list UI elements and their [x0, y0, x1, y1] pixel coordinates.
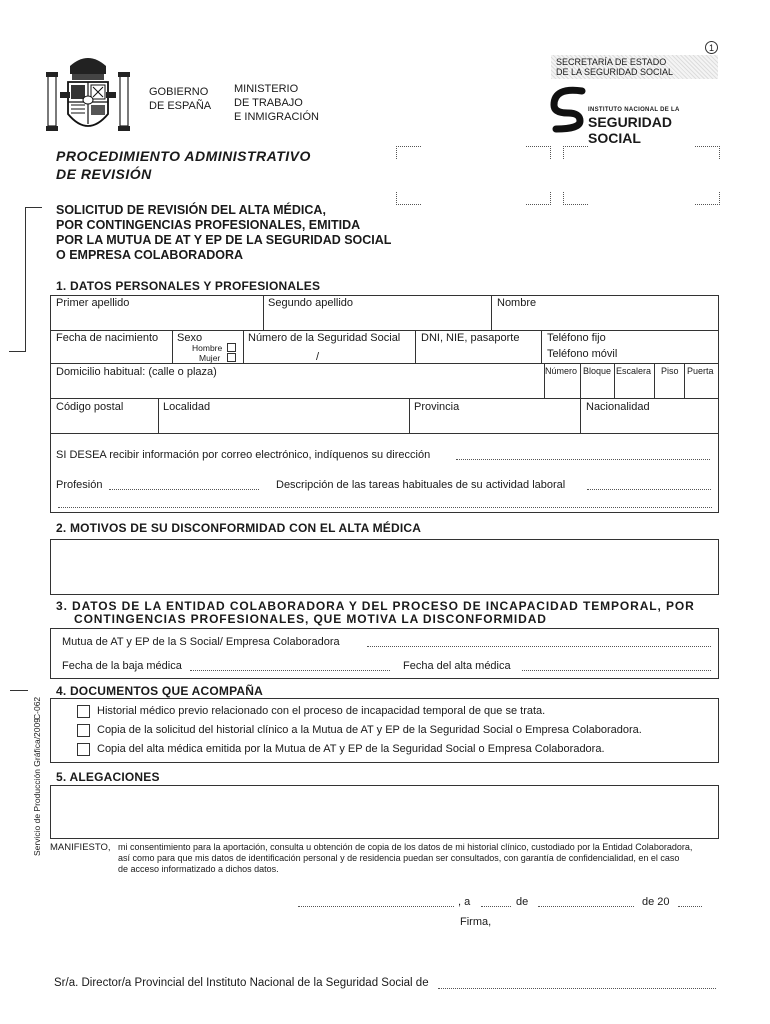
- section1-title: 1. DATOS PERSONALES Y PROFESIONALES: [56, 279, 321, 293]
- localidad-label: Localidad: [163, 401, 211, 413]
- telefono-fijo-label: Teléfono fijo: [547, 332, 606, 344]
- descripcion-label: Descripción de las tareas habituales de su actividad laboral: [276, 479, 566, 491]
- request-title-line3: POR LA MUTUA DE AT Y EP DE LA SEGURIDAD SOCIAL: [56, 233, 392, 247]
- gobierno-line1: GOBIERNO: [149, 86, 209, 98]
- fecha-alta-input-line[interactable]: [522, 670, 711, 671]
- mujer-checkbox[interactable]: [227, 353, 236, 362]
- mutua-input-line[interactable]: [367, 646, 711, 647]
- secretaria-line2: DE LA SEGURIDAD SOCIAL: [556, 67, 674, 77]
- escalera-label: Escalera: [616, 366, 652, 376]
- doc1-label: Historial médico previo relacionado con el proceso de incapacidad temporal de que se trata.: [97, 705, 546, 717]
- footer-provincia-input[interactable]: [438, 988, 716, 989]
- manifiesto-text: [118, 842, 692, 875]
- profesion-label: Profesión: [56, 479, 103, 491]
- coat-of-arms-logo: [42, 52, 134, 142]
- ministerio-line2: DE TRABAJO: [234, 97, 303, 109]
- alegaciones-textarea[interactable]: [50, 785, 719, 839]
- section5-title: 5. ALEGACIONES: [56, 770, 160, 784]
- doc3-label: Copia del alta médica emitida por la Mutua de AT y EP de la Seguridad Social o Empresa Colaboradora.: [97, 743, 605, 755]
- nombre-label: Nombre: [497, 297, 537, 309]
- gobierno-label: [149, 85, 211, 113]
- request-title-line2: POR CONTINGENCIAS PROFESIONALES, EMITIDA: [56, 218, 361, 232]
- fecha-alta-label: Fecha del alta médica: [403, 660, 511, 672]
- hombre-label: Hombre: [192, 343, 223, 353]
- signature-de-label: de: [516, 896, 529, 908]
- doc2-label: Copia de la solicitud del historial clínico a la Mutua de AT y EP de la Seguridad Social o Empresa Colaboradora.: [97, 724, 642, 736]
- inss-swirl-icon: [548, 85, 590, 133]
- motivos-textarea[interactable]: [50, 539, 719, 595]
- inss-logo: [548, 85, 720, 146]
- request-title: [56, 203, 391, 263]
- instituto-small: INSTITUTO NACIONAL DE LA: [588, 107, 680, 113]
- primer-apellido-label: Primer apellido: [56, 297, 130, 309]
- telefono-movil-label: Teléfono móvil: [547, 348, 618, 360]
- servicio-produccion: Servicio de Producción Gráfica/2009: [32, 718, 42, 856]
- procedure-line1: PROCEDIMIENTO ADMINISTRATIVO: [56, 148, 311, 164]
- dni-label: DNI, NIE, pasaporte: [421, 332, 520, 344]
- request-title-line4: O EMPRESA COLABORADORA: [56, 248, 244, 262]
- procedure-line2: DE REVISIÓN: [56, 166, 152, 182]
- signature-day-input[interactable]: [481, 906, 511, 907]
- domicilio-label: Domicilio habitual: (calle o plaza): [56, 366, 217, 378]
- fecha-baja-label: Fecha de la baja médica: [62, 660, 182, 672]
- email-input-line[interactable]: [456, 459, 710, 460]
- signature-year-input[interactable]: [678, 906, 702, 907]
- signature-de20-label: de 20: [642, 896, 670, 908]
- provincia-label: Provincia: [414, 401, 460, 413]
- section4-title: 4. DOCUMENTOS QUE ACOMPAÑA: [56, 684, 263, 698]
- puerta-label: Puerta: [687, 366, 714, 376]
- secretaria-line1: SECRETARÍA DE ESTADO: [556, 57, 667, 67]
- firma-label: Firma,: [460, 916, 492, 928]
- left-bracket: [25, 207, 42, 352]
- doc3-checkbox[interactable]: [77, 743, 90, 756]
- manifiesto-label: MANIFIESTO,: [50, 842, 111, 853]
- footer-director-label: Sr/a. Director/a Provincial del Instituto Nacional de la Seguridad Social de: [54, 977, 429, 989]
- manifiesto-line3: de acceso informatizado a dichos datos.: [118, 864, 279, 874]
- segundo-apellido-label: Segundo apellido: [268, 297, 354, 309]
- manifiesto-line2: así como para que mis datos de identificación personal y de residencia puedan ser consultados, con garantía de confidencialidad, en el caso: [118, 853, 680, 863]
- descripcion-input-line[interactable]: [587, 489, 711, 490]
- section2-title: 2. MOTIVOS DE SU DISCONFORMIDAD CON EL ALTA MÉDICA: [56, 521, 422, 535]
- codigo-postal-label: Código postal: [56, 401, 124, 413]
- procedure-title: [56, 147, 311, 183]
- signature-a-label: , a: [458, 896, 471, 908]
- signature-place-input[interactable]: [298, 906, 454, 907]
- doc1-checkbox[interactable]: [77, 705, 90, 718]
- ministerio-line3: E INMIGRACIÓN: [234, 111, 319, 123]
- piso-label: Piso: [661, 366, 679, 376]
- sexo-label: Sexo: [177, 332, 203, 344]
- section3-title-line2: CONTINGENCIAS PROFESIONALES, QUE MOTIVA LA DISCONFORMIDAD: [74, 612, 547, 626]
- ministerio-label: [234, 82, 319, 124]
- gobierno-line2: DE ESPAÑA: [149, 100, 212, 112]
- profesion-input-line[interactable]: [109, 489, 259, 490]
- instituto-large: SEGURIDAD SOCIAL: [588, 114, 673, 146]
- num-seg-social-label: Número de la Seguridad Social: [248, 332, 401, 344]
- fecha-nacimiento-label: Fecha de nacimiento: [56, 332, 159, 344]
- ministerio-line1: MINISTERIO: [234, 83, 299, 95]
- hombre-checkbox[interactable]: [227, 343, 236, 352]
- num-seg-social-slash: /: [316, 351, 320, 363]
- page-number: 1: [705, 41, 718, 54]
- fecha-baja-input-line[interactable]: [190, 670, 390, 671]
- section3-title: [56, 600, 695, 626]
- mujer-label: Mujer: [199, 353, 221, 363]
- signature-month-input[interactable]: [538, 906, 634, 907]
- bloque-label: Bloque: [583, 366, 612, 376]
- form-code: C-062: [32, 696, 42, 720]
- request-title-line1: SOLICITUD DE REVISIÓN DEL ALTA MÉDICA,: [56, 203, 326, 217]
- email-label: SI DESEA recibir información por correo electrónico, indíquenos su dirección: [56, 449, 431, 461]
- numero-label: Número: [545, 366, 578, 376]
- descripcion-input-line-2[interactable]: [58, 507, 712, 508]
- doc2-checkbox[interactable]: [77, 724, 90, 737]
- secretaria-band: [551, 55, 718, 79]
- section3-title-line1: 3. DATOS DE LA ENTIDAD COLABORADORA Y DEL PROCESO DE INCAPACIDAD TEMPORAL, POR: [56, 599, 695, 613]
- nacionalidad-label: Nacionalidad: [586, 401, 650, 413]
- mutua-label: Mutua de AT y EP de la S Social/ Empresa Colaboradora: [62, 636, 340, 648]
- manifiesto-line1: mi consentimiento para la aportación, consulta u obtención de copia de los datos de mi historial clínico, custodiado por la Entidad Colaboradora,: [118, 842, 693, 852]
